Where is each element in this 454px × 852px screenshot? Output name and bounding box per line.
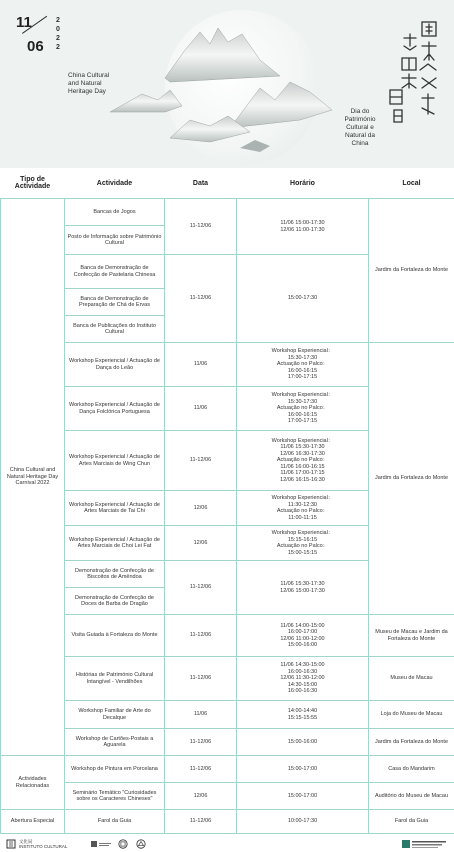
actividade-cell: Banca de Demonstração de Preparação de Chá de Ervas [65,289,165,316]
world-heritage-icon [135,839,147,849]
data-cell: 11-12/06 [165,199,237,255]
local-cell: Jardim da Fortaleza do Monte [369,343,454,615]
actividade-cell: Banca de Publicações do Instituto Cultural [65,316,165,343]
heritage-emblem-icon [117,839,129,849]
actividade-cell: Workshop Experiencial / Actuação de Artes Marciais de Choi Lei Fat [65,526,165,561]
table-row [1,343,454,387]
horario-line: 11:00-11:15 [288,514,317,521]
local-cell: Jardim da Fortaleza do Monte [369,199,454,343]
data-cell: 11-12/06 [165,431,237,491]
local-cell: Museu de Macau [369,657,454,701]
horario-line: 17:00-17:15 [287,418,318,425]
horario-line: Actuação no Palco： [276,508,329,514]
actividade-cell: Demonstração de Confecção de Doces de Barba de Dragão [65,588,165,615]
table-row [1,783,454,810]
horario-line: 16:00-16:15 [287,411,318,418]
table-row [1,729,454,756]
actividade-cell: Bancas de Jogos [65,199,165,226]
horario-line: 16:00-16:30 [287,688,318,695]
ic-name [19,839,67,849]
local-cell: Casa do Mandarim [369,756,454,783]
col-header-local: Local [369,168,454,199]
horario-line: 11/06 14:30-15:00 [280,662,325,669]
horario-cell [237,657,369,701]
horario-cell [237,561,369,615]
horario-cell: 15:00-17:00 [237,756,369,783]
actividade-cell: Demonstração de Confecção de Biscoitos de Amêndoa [65,561,165,588]
actividade-cell: Workshop Experiencial / Actuação de Artes Marciais de Tai Chi [65,491,165,526]
data-cell: 11-12/06 [165,255,237,343]
horario-line: 12/06 11:00-12:00 [280,635,325,642]
horario-cell: 15:00-17:00 [237,783,369,810]
table-row [1,701,454,729]
actividade-cell: Workshop Experiencial / Actuação de Dança Folclórica Portuguesa [65,387,165,431]
horario-line: 12/06 11:30-12:00 [280,675,325,682]
actividade-cell: Posto de Informação sobre Património Cultural [65,226,165,255]
horario-line: 17:00-17:15 [287,374,318,381]
col-header-actividade: Actividade [65,168,165,199]
horario-line: Workshop Experiencial： [271,348,334,355]
horario-cell: 15:00-16:00 [237,729,369,756]
date-day: 11 [16,14,32,31]
actividade-cell: Seminário Temático "Curiosidades sobre os Caracteres Chineses" [65,783,165,810]
horario-line: Workshop Experiencial： [271,495,334,501]
data-cell: 11-12/06 [165,729,237,756]
horario-cell [237,431,369,491]
horario-line: 15:00-15:15 [287,549,318,556]
horario-line: 11:30-12:30 [288,501,317,508]
horario-line: 11/06 16:00-16:15 [280,463,325,470]
date-month: 06 [27,38,44,55]
horario-line: 15:15-16:15 [287,536,318,543]
data-cell: 11/06 [165,387,237,431]
actividade-cell: Workshop de Cartões-Postais a Aguarela [65,729,165,756]
horario-line: 12/06 15:00-17:30 [280,587,325,594]
local-cell: Auditório do Museu de Macau [369,783,454,810]
horario-cell: 15:00-17:30 [237,255,369,343]
actividade-cell: Banca de Demonstração de Confecção de Pastelaria Chinesa [65,255,165,289]
table-row [1,810,454,834]
horario-line: 14:30-15:00 [287,681,318,688]
tipo-carnival: China Cultural and Natural Heritage Day Carnival 2022 [1,199,65,756]
data-cell: 11-12/06 [165,615,237,657]
horario-line: 11/06 15:00-17:30 [280,220,325,226]
horario-line: 11/06 14:00-15:00 [280,622,325,629]
horario-cell [237,615,369,657]
ic-emblem-icon [6,839,16,849]
tipo-abertura: Abertura Especial [1,810,65,834]
table-header-row [1,168,454,199]
horario-line: 12/06 11:00-17:30 [280,226,325,233]
horario-line: 11/06 17:00-17:15 [280,470,325,477]
horario-line: 16:00-16:15 [287,367,318,374]
table-row [1,756,454,783]
actividade-cell: Histórias de Património Cultural Intangível - Vendilhões [65,657,165,701]
museum-logo-icon [90,839,112,849]
data-cell: 12/06 [165,783,237,810]
actividade-cell: Visita Guiada à Fortaleza do Monte [65,615,165,657]
actividade-cell: Workshop de Pintura em Porcelana [65,756,165,783]
data-cell: 12/06 [165,526,237,561]
data-cell: 11-12/06 [165,810,237,834]
table-row [1,615,454,657]
mountain-illustration [110,20,350,160]
horario-line: 15:00-16:00 [287,642,318,648]
horario-line: 12/06 16:15-16:30 [280,476,325,483]
local-cell: Museu de Macau e Jardim da Fortaleza do Monte [369,615,454,657]
horario-line: 11/06 15:30-17:30 [280,444,325,451]
horario-line: 12/06 16:30-17:30 [280,450,325,457]
data-cell: 11-12/06 [165,756,237,783]
horario-line: 11/06 15:30-17:30 [280,581,325,587]
schedule-table [0,168,454,834]
local-cell: Farol da Guia [369,810,454,834]
date-year: 2022 [56,17,60,51]
local-cell: Jardim da Fortaleza do Monte [369,729,454,756]
col-header-tipo: Tipo de Actividade [1,168,65,199]
schedule-table-wrap [0,168,454,834]
horario-line: Workshop Experiencial： [271,530,334,536]
table-row [1,657,454,701]
horario-line: Workshop Experiencial： [271,437,334,444]
actividade-cell: Workshop Experiencial / Actuação de Dança do Leão [65,343,165,387]
data-cell: 11/06 [165,343,237,387]
heritage-day-logo [386,18,442,128]
horario-cell [237,491,369,526]
local-cell: Loja do Museu de Macau [369,701,454,729]
ic-name-cn: 文化局 [19,839,33,844]
tipo-relacionadas: Actividades Relacionadas [1,756,65,810]
actividade-cell: Farol da Guia [65,810,165,834]
english-title: China Cultural and Natural Heritage Day [68,72,110,95]
partner-logo-icon [402,839,448,849]
ic-name-pt: INSTITUTO CULTURAL [19,844,68,849]
horario-line: 16:00-16:30 [287,668,318,675]
actividade-cell: Workshop Familiar de Arte do Decalque [65,701,165,729]
horario-line: Workshop Experiencial： [271,392,334,399]
horario-cell: 10:00-17:30 [237,810,369,834]
horario-cell [237,387,369,431]
table-row [1,199,454,226]
horario-cell [237,199,369,255]
col-header-data: Data [165,168,237,199]
footer-logos [0,836,454,852]
data-cell: 11/06 [165,701,237,729]
horario-line: Actuação no Palco： [276,457,329,464]
horario-line: 15:15-15:55 [287,714,318,721]
horario-line: 15:30-17:30 [287,354,318,361]
horario-cell [237,343,369,387]
actividade-cell: Workshop Experiencial / Actuação de Artes Marciais de Wing Chun [65,431,165,491]
data-cell: 11-12/06 [165,657,237,701]
horario-line: 16:00-17:00 [287,629,318,635]
col-header-horario: Horário [237,168,369,199]
horario-line: Actuação no Palco： [276,543,329,549]
portuguese-title: Dia do Património Cultural e Natural da China [344,108,376,147]
horario-line: 14:00-14:40 [287,708,318,714]
data-cell: 11-12/06 [165,561,237,615]
header-banner [0,0,454,168]
horario-line: Actuação no Palco： [276,361,329,368]
horario-cell [237,701,369,729]
data-cell: 12/06 [165,491,237,526]
horario-cell [237,526,369,561]
horario-line: 15:30-17:30 [287,398,318,405]
horario-line: Actuação no Palco： [276,405,329,412]
